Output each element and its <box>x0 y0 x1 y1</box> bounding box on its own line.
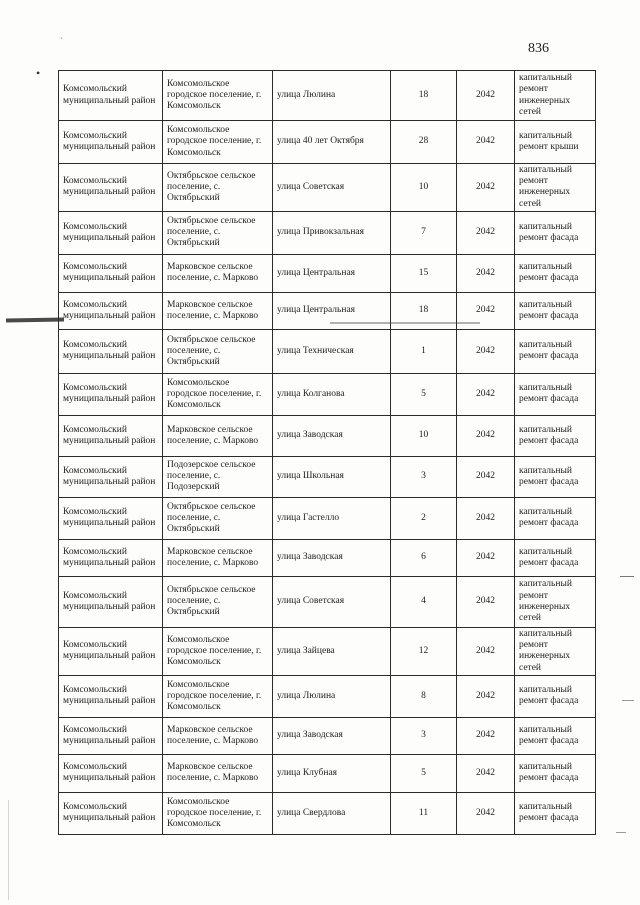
settlement-cell: Марковское сельское поселение, с. Марково <box>163 717 273 754</box>
house-number-cell: 8 <box>391 675 457 717</box>
street-cell: улица Центральная <box>273 254 391 292</box>
district-cell: Комсомольский муниципальный район <box>59 211 163 254</box>
settlement-cell: Марковское сельское поселение, с. Марково <box>163 415 273 456</box>
table-row <box>59 211 596 254</box>
table-row <box>59 456 596 497</box>
work-type-cell: капитальный ремонт фасада <box>515 211 596 254</box>
work-type-cell: капитальный ремонт фасада <box>515 717 596 754</box>
street-cell: улица Центральная <box>273 292 391 329</box>
year-cell: 2042 <box>457 539 515 576</box>
street-cell: улица Заводская <box>273 717 391 754</box>
street-cell: улица Гастелло <box>273 497 391 539</box>
district-cell: Комсомольский муниципальный район <box>59 456 163 497</box>
table-row <box>59 539 596 576</box>
scan-bullet-mark: • <box>36 66 41 80</box>
year-cell: 2042 <box>457 754 515 792</box>
work-type-cell: капитальный ремонт фасада <box>515 254 596 292</box>
year-cell: 2042 <box>457 415 515 456</box>
table-row <box>59 717 596 754</box>
house-number-cell: 4 <box>391 576 457 627</box>
scan-edge-line <box>8 800 9 900</box>
house-number-cell: 1 <box>391 329 457 373</box>
house-number-cell: 18 <box>391 71 457 121</box>
street-cell: улица Заводская <box>273 415 391 456</box>
work-type-cell: капитальный ремонт фасада <box>515 415 596 456</box>
street-cell: улица Привокзальная <box>273 211 391 254</box>
street-cell: улица Советская <box>273 576 391 627</box>
house-number-cell: 11 <box>391 792 457 834</box>
table-row <box>59 675 596 717</box>
settlement-cell: Марковское сельское поселение, с. Марково <box>163 539 273 576</box>
district-cell: Комсомольский муниципальный район <box>59 754 163 792</box>
table-row <box>59 497 596 539</box>
year-cell: 2042 <box>457 717 515 754</box>
street-cell: улица Колганова <box>273 373 391 415</box>
work-type-cell: капитальный ремонт фасада <box>515 675 596 717</box>
house-number-cell: 2 <box>391 497 457 539</box>
district-cell: Комсомольский муниципальный район <box>59 539 163 576</box>
table-row <box>59 71 596 121</box>
year-cell: 2042 <box>457 576 515 627</box>
settlement-cell: Октябрьское сельское поселение, с. Октябрьский <box>163 329 273 373</box>
district-cell: Комсомольский муниципальный район <box>59 121 163 164</box>
house-number-cell: 5 <box>391 754 457 792</box>
house-number-cell: 7 <box>391 211 457 254</box>
settlement-cell: Комсомольское городское поселение, г. Комсомольск <box>163 675 273 717</box>
scan-smudge <box>6 317 64 322</box>
scan-margin-mark <box>622 700 634 701</box>
settlement-cell: Марковское сельское поселение, с. Марково <box>163 292 273 329</box>
housing-repair-table <box>58 70 596 835</box>
house-number-cell: 15 <box>391 254 457 292</box>
year-cell: 2042 <box>457 329 515 373</box>
settlement-cell: Марковское сельское поселение, с. Марково <box>163 254 273 292</box>
year-cell: 2042 <box>457 292 515 329</box>
street-cell: улица Школьная <box>273 456 391 497</box>
table-row <box>59 754 596 792</box>
district-cell: Комсомольский муниципальный район <box>59 675 163 717</box>
house-number-cell: 28 <box>391 121 457 164</box>
street-cell: улица 40 лет Октября <box>273 121 391 164</box>
settlement-cell: Октябрьское сельское поселение, с. Октябрьский <box>163 164 273 212</box>
street-cell: улица Клубная <box>273 754 391 792</box>
work-type-cell: капитальный ремонт фасада <box>515 329 596 373</box>
year-cell: 2042 <box>457 373 515 415</box>
house-number-cell: 12 <box>391 627 457 675</box>
street-cell: улица Заводская <box>273 539 391 576</box>
work-type-cell: капитальный ремонт инженерных сетей <box>515 71 596 121</box>
district-cell: Комсомольский муниципальный район <box>59 164 163 212</box>
house-number-cell: 18 <box>391 292 457 329</box>
district-cell: Комсомольский муниципальный район <box>59 292 163 329</box>
street-cell: улица Советская <box>273 164 391 212</box>
house-number-cell: 10 <box>391 415 457 456</box>
work-type-cell: капитальный ремонт инженерных сетей <box>515 627 596 675</box>
district-cell: Комсомольский муниципальный район <box>59 497 163 539</box>
settlement-cell: Комсомольское городское поселение, г. Комсомольск <box>163 627 273 675</box>
table-row <box>59 121 596 164</box>
settlement-cell: Октябрьское сельское поселение, с. Октябрьский <box>163 576 273 627</box>
year-cell: 2042 <box>457 675 515 717</box>
settlement-cell: Комсомольское городское поселение, г. Комсомольск <box>163 373 273 415</box>
district-cell: Комсомольский муниципальный район <box>59 792 163 834</box>
house-number-cell: 3 <box>391 456 457 497</box>
settlement-cell: Комсомольское городское поселение, г. Комсомольск <box>163 71 273 121</box>
table-row <box>59 576 596 627</box>
scan-margin-mark <box>620 576 634 577</box>
year-cell: 2042 <box>457 456 515 497</box>
scan-margin-mark <box>616 832 626 833</box>
year-cell: 2042 <box>457 497 515 539</box>
work-type-cell: капитальный ремонт фасада <box>515 754 596 792</box>
work-type-cell: капитальный ремонт инженерных сетей <box>515 164 596 212</box>
district-cell: Комсомольский муниципальный район <box>59 576 163 627</box>
year-cell: 2042 <box>457 121 515 164</box>
table-row <box>59 254 596 292</box>
settlement-cell: Октябрьское сельское поселение, с. Октябрьский <box>163 497 273 539</box>
table-row <box>59 329 596 373</box>
table-row <box>59 792 596 834</box>
year-cell: 2042 <box>457 627 515 675</box>
street-cell: улица Люлина <box>273 71 391 121</box>
work-type-cell: капитальный ремонт фасада <box>515 539 596 576</box>
work-type-cell: капитальный ремонт фасада <box>515 292 596 329</box>
table-row <box>59 292 596 329</box>
district-cell: Комсомольский муниципальный район <box>59 373 163 415</box>
district-cell: Комсомольский муниципальный район <box>59 415 163 456</box>
year-cell: 2042 <box>457 71 515 121</box>
street-cell: улица Люлина <box>273 675 391 717</box>
settlement-cell: Комсомольское городское поселение, г. Комсомольск <box>163 792 273 834</box>
work-type-cell: капитальный ремонт крыши <box>515 121 596 164</box>
street-cell: улица Техническая <box>273 329 391 373</box>
house-number-cell: 5 <box>391 373 457 415</box>
settlement-cell: Комсомольское городское поселение, г. Комсомольск <box>163 121 273 164</box>
work-type-cell: капитальный ремонт фасада <box>515 373 596 415</box>
house-number-cell: 6 <box>391 539 457 576</box>
settlement-cell: Подозерское сельское поселение, с. Подозерский <box>163 456 273 497</box>
district-cell: Комсомольский муниципальный район <box>59 717 163 754</box>
settlement-cell: Октябрьское сельское поселение, с. Октябрьский <box>163 211 273 254</box>
street-cell: улица Свердлова <box>273 792 391 834</box>
work-type-cell: капитальный ремонт фасада <box>515 497 596 539</box>
year-cell: 2042 <box>457 792 515 834</box>
year-cell: 2042 <box>457 164 515 212</box>
work-type-cell: капитальный ремонт фасада <box>515 792 596 834</box>
district-cell: Комсомольский муниципальный район <box>59 254 163 292</box>
table-row <box>59 415 596 456</box>
district-cell: Комсомольский муниципальный район <box>59 627 163 675</box>
district-cell: Комсомольский муниципальный район <box>59 71 163 121</box>
work-type-cell: капитальный ремонт инженерных сетей <box>515 576 596 627</box>
settlement-cell: Марковское сельское поселение, с. Марково <box>163 754 273 792</box>
district-cell: Комсомольский муниципальный район <box>59 329 163 373</box>
year-cell: 2042 <box>457 211 515 254</box>
street-cell: улица Зайцева <box>273 627 391 675</box>
scan-tick-mark: ` <box>60 36 63 46</box>
table-body <box>59 71 596 835</box>
year-cell: 2042 <box>457 254 515 292</box>
work-type-cell: капитальный ремонт фасада <box>515 456 596 497</box>
table-row <box>59 373 596 415</box>
table-row <box>59 164 596 212</box>
table-row <box>59 627 596 675</box>
page-number: 836 <box>528 41 549 56</box>
house-number-cell: 3 <box>391 717 457 754</box>
house-number-cell: 10 <box>391 164 457 212</box>
